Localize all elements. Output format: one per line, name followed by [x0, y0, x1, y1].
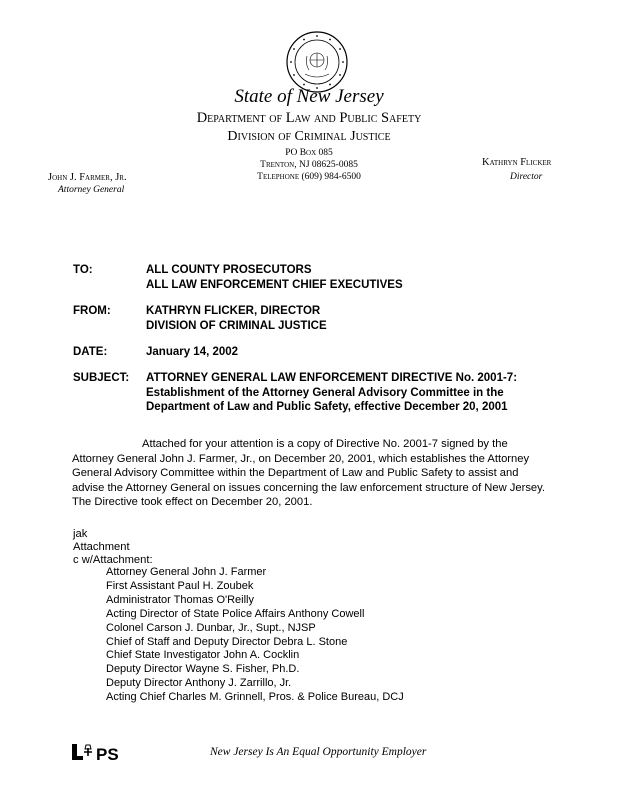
footer-tagline: New Jersey Is An Equal Opportunity Employer: [210, 746, 427, 758]
list-item: Administrator Thomas O'Reilly: [106, 593, 254, 606]
director-title: Director: [510, 172, 543, 182]
lps-logo: [70, 741, 132, 763]
cc-label: c w/Attachment:: [73, 554, 153, 566]
from-line-2: DIVISION OF CRIMINAL JUSTICE: [146, 319, 327, 332]
to-label: TO:: [73, 264, 93, 276]
subject-line-3: Department of Law and Public Safety, effective December 20, 2001: [146, 401, 508, 413]
state-seal: [285, 30, 349, 94]
subject-label: SUBJECT:: [73, 372, 130, 384]
list-item: Colonel Carson J. Dunbar, Jr., Supt., NJSP: [106, 621, 316, 634]
list-item: Deputy Director Wayne S. Fisher, Ph.D.: [106, 663, 300, 676]
list-item: Attorney General John J. Farmer: [106, 566, 267, 578]
to-line-1: ALL COUNTY PROSECUTORS: [146, 264, 312, 276]
address-telephone: Telephone (609) 984-6500: [257, 172, 361, 182]
attorney-general-name: John J. Farmer, Jr.: [48, 172, 127, 183]
svg-text:PS: PS: [96, 745, 119, 763]
list-item: Acting Chief Charles M. Grinnell, Pros. & Police Bureau, DCJ: [106, 691, 404, 704]
attorney-general-title: Attorney General: [58, 185, 125, 195]
director-name: Kathryn Flicker: [482, 157, 552, 168]
typist-initials: jak: [73, 528, 88, 540]
from-line-1: KATHRYN FLICKER, DIRECTOR: [146, 305, 321, 317]
cc-list: [106, 566, 404, 705]
department-name: Department of Law and Public Safety: [196, 110, 422, 126]
attachment-note: Attachment: [73, 541, 130, 553]
state-name: State of New Jersey: [234, 86, 384, 107]
date-label: DATE:: [73, 346, 108, 358]
subject-line-2: Establishment of the Attorney General Advisory Committee in the: [146, 386, 504, 399]
body-paragraph: Attached for your attention is a copy of Directive No. 2001-7 signed by the Attorney General John J. Farmer, Jr., on December 20, 2001, which establishes the Attorney General Advisory Committee within the Department of Law and Public Safety to assist and advise the Attorney General on issues concerning the law enforcement structure of New Jersey. The Directive took effect on December 20, 2001.: [72, 438, 546, 508]
address-po-box: PO Box 085: [285, 148, 333, 158]
division-name: Division of Criminal Justice: [227, 129, 391, 144]
list-item: Chief of Staff and Deputy Director Debra L. Stone: [106, 635, 348, 648]
from-label: FROM:: [73, 305, 111, 317]
to-line-2: ALL LAW ENFORCEMENT CHIEF EXECUTIVES: [146, 278, 403, 291]
date-value: January 14, 2002: [146, 346, 239, 358]
address-city: Trenton, NJ 08625-0085: [260, 160, 358, 170]
list-item: Acting Director of State Police Affairs Anthony Cowell: [106, 607, 365, 620]
subject-line-1: ATTORNEY GENERAL LAW ENFORCEMENT DIRECTIVE No. 2001-7:: [146, 372, 518, 384]
list-item: Deputy Director Anthony J. Zarrillo, Jr.: [106, 677, 292, 690]
list-item: First Assistant Paul H. Zoubek: [106, 579, 254, 592]
list-item: Chief State Investigator John A. Cocklin: [106, 649, 300, 662]
